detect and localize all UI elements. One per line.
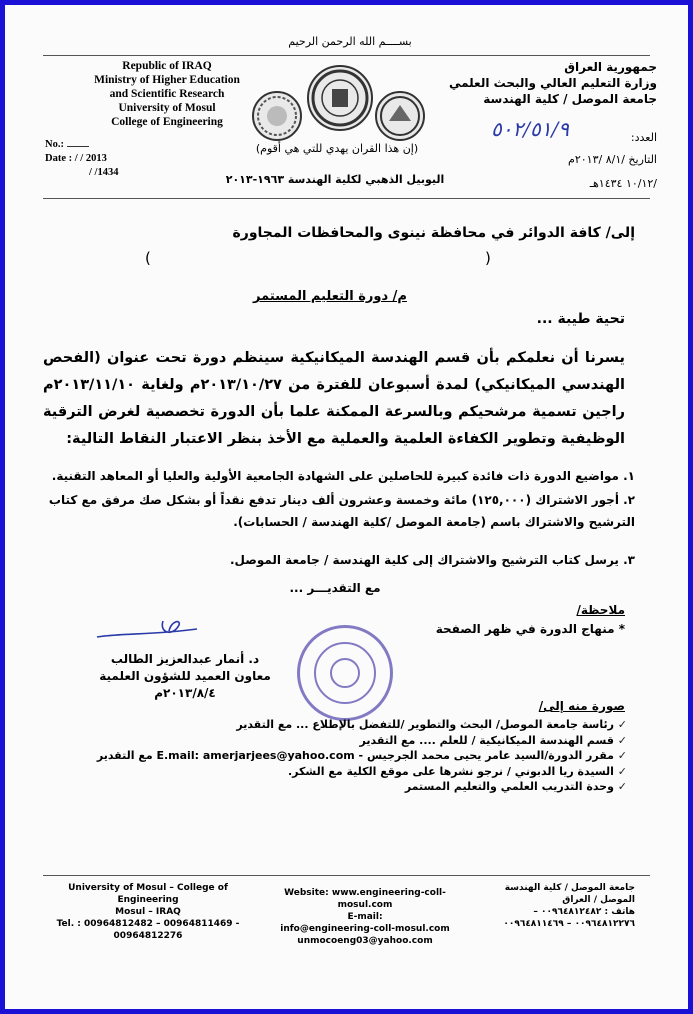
copy-item-4: ✓ السيدة ريا الدبوني / نرجو نشرها على موقع الكلية مع الشكر. (288, 764, 627, 778)
footer-en: University of Mosul – College of Engineering Mosul – IRAQ Tel. : 00964812482 – 00964811469 - 00964812276 (56, 883, 240, 941)
signatory-block (85, 651, 285, 702)
english-no-date (45, 138, 118, 180)
closing: مع التقديـــر ... (289, 581, 381, 595)
document-page (5, 5, 688, 1009)
check-icon: ✓ (613, 749, 627, 762)
english-header (67, 59, 267, 129)
check-icon: ✓ (613, 764, 627, 778)
signature (93, 615, 203, 651)
golden-jubilee-line: اليوبيل الذهبي لكلية الهندسة ١٩٦٣-٢٠١٣ (225, 173, 445, 186)
body-paragraph: يسرنا أن نعلمكم بأن قسم الهندسة الميكانيكية سينظم دورة تحت عنوان (الفحص الهندسي الميكانيكي) لمدة أسبوعان للفترة من ٢٠١٣/١٠/٢٧م ولغاية ٢٠١٣/١١/١٠م راجين تسمية مرشحيكم وبالسرعة الممكنة علما بأن الدورة تخصصية لغرض الترقية الوظيفية وتطوير الكفاءة العلمية والعملية مع الأخذ بنظر الاعتبار النقاط التالية: (43, 350, 625, 447)
university-of-mosul-logo (307, 65, 373, 131)
point-2: ٢. أجور الاشتراك (١٢٥,٠٠٠) مائة وخمسة وعشرون ألف دينار تدفع نقداً أو بشكل صك مرفق مع كتاب الترشيح والاشتراك باسم (جامعة الموصل /كلية الهندسة / الحسابات). (48, 493, 635, 529)
handwritten-number: ٥٠٢/٥١/٩ (491, 117, 569, 141)
check-icon: ✓ (613, 780, 627, 793)
footer-ar: جامعة الموصل / كلية الهندسة الموصل / العراق هاتف : ٠٠٩٦٤٨١٢٤٨٢ – ٠٠٩٦٤٨١٢٢٧٦ – ٠٠٩٦٤٨١١٤٦٩ (503, 883, 635, 929)
header-rule (43, 198, 650, 199)
header-college: College of Engineering (111, 116, 223, 128)
header-university: University of Mosul (118, 102, 216, 114)
date-value: / / 2013 (74, 153, 107, 164)
signatory-date: ٢٠١٣/٨/٤م (154, 686, 216, 700)
header-ar-republic: جمهورية العراق (564, 60, 657, 74)
note-text: * منهاج الدورة في ظهر الصفحة (435, 622, 625, 636)
check-icon: ✓ (613, 733, 627, 747)
jubilee-logo (252, 91, 302, 141)
arabic-hijri-date: /١٠/١٢ ١٤٣٤هـ (589, 177, 657, 190)
open-paren: ( (145, 249, 151, 267)
header-scientific: and Scientific Research (109, 88, 225, 100)
copy-item-2: ✓ قسم الهندسة الميكانيكية / للعلم .... مع التقدير (359, 733, 627, 747)
copy-item-1: ✓ رئاسة جامعة الموصل/ البحث والتطوير /للتفضل بالإطلاع ... مع التقدير (236, 718, 627, 731)
arabic-header (435, 59, 657, 107)
subject: م/ دورة التعليم المستمر (253, 289, 407, 304)
header-ar-ministry: وزارة التعليم العالي والبحث العلمي (448, 76, 657, 90)
signatory-title: معاون العميد للشؤون العلمية (99, 669, 271, 683)
copy-item-3: ✓ مقرر الدورة/السيد عامر يحيى محمد الجرجيس - E.mail: amerjarjees@yahoo.com مع التقدير (96, 749, 627, 762)
copies-label: صورة منه إلى/ (538, 699, 625, 713)
footer-contact: Website: www.engineering-coll-mosul.com E-mail: info@engineering-coll-mosul.com unmocoeng03@yahoo.com (280, 888, 450, 946)
top-rule (43, 55, 650, 56)
copies-list (75, 717, 627, 795)
footer-rule (43, 875, 650, 876)
addressee: إلى/ كافة الدوائر في محافظة نينوى والمحافظات المجاورة (232, 225, 635, 241)
quran-verse: (إن هذا القران يهدي للتي هي أقوم) (255, 142, 419, 155)
point-3: ٣. يرسل كتاب الترشيح والاشتراك إلى كلية الهندسة / جامعة الموصل. (229, 553, 635, 567)
basmala: بســــم الله الرحمن الرحيم (288, 35, 412, 48)
note-label: ملاحظة/ (576, 603, 625, 617)
no-label: No.: (45, 139, 64, 150)
copy-item-5: ✓ وحدة التدريب العلمي والتعليم المستمر (404, 780, 627, 793)
point-1: ١. مواضيع الدورة ذات فائدة كبيرة للحاصلين على الشهادة الجامعية الأولية والعليا أو المعاهد التقنية. (51, 469, 635, 483)
date-label: Date : (45, 153, 73, 164)
greeting: تحية طيبة ... (536, 311, 625, 327)
header-republic: Republic of IRAQ (122, 60, 212, 72)
arabic-number-label: العدد: (630, 131, 657, 144)
close-paren: ) (485, 249, 491, 267)
arabic-gregorian-date: التاريخ /٨/١ /٢٠١٣م (568, 153, 657, 166)
header-ar-university: جامعة الموصل / كلية الهندسة (483, 92, 657, 106)
check-icon: ✓ (613, 718, 627, 731)
hijri-date-value: / /1434 (89, 167, 119, 178)
official-stamp (297, 625, 393, 721)
signatory-name: د. أنمار عبدالعزيز الطالب (110, 652, 260, 666)
college-of-engineering-logo (375, 91, 425, 141)
header-ministry: Ministry of Higher Education (94, 74, 240, 86)
